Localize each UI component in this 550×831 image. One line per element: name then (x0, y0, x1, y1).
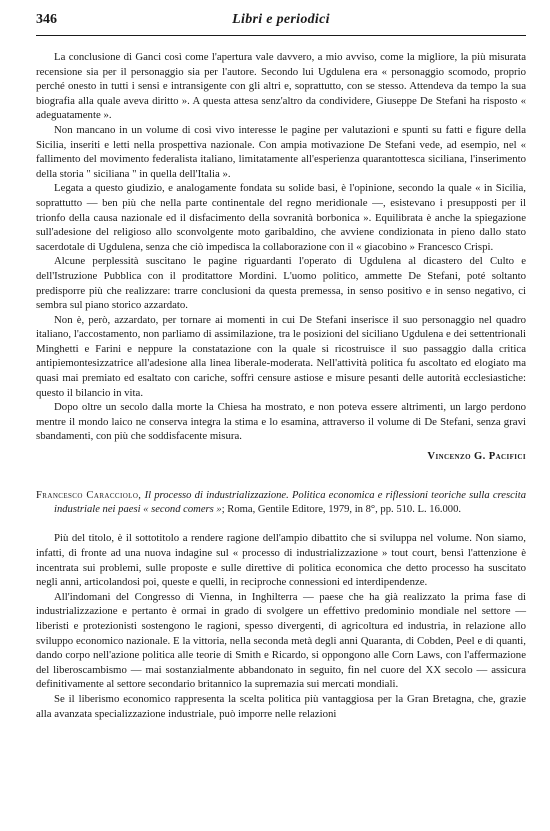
paragraph: Legata a questo giudizio, e analogamente fondata su solide basi, è l'opinione, secondo la quale « in Sicilia, soprattutto — ben più che nella parte continentale del regno meridionale —, esistevano i presupposti per il trionfo della causa nazionale ed il disfacimento della sovranità borbonica ». Equilibrata è anche la spiegazione sull'adesione del religioso allo sconvolgente moto garibaldino, che avviene condizionata in pieno dallo stato sacerdotale di Ugdulena, senza che ciò impedisca la collaborazione con il « giacobino » Francesco Crispi. (36, 182, 526, 253)
book-title: Il processo di industrializzazione. Politica economica e riflessioni teoriche sulla crescita industriale nei paesi « second comers » (54, 489, 526, 516)
running-head (36, 12, 526, 32)
review-1 (36, 50, 526, 465)
page-number: 346 (36, 12, 57, 27)
review-2 (36, 489, 526, 722)
paragraph: La conclusione di Ganci così come l'apertura vale davvero, a mio avviso, come la migliore, la più misurata recensione sia per il personaggio sia per l'autore. Secondo lui Ugdulena era « personaggio scomodo, proprio perché onesto in tutti i sensi e intransigente con gli altri e, soprattutto, con se stesso. Attendeva da tempo la sua biografia alla quale aveva diritto ». A questa attesa senz'altro da condividere, Giuseppe De Stefani ha risposto « adeguatamente ». (36, 51, 526, 122)
bibliographic-entry (36, 489, 526, 518)
paragraph: All'indomani del Congresso di Vienna, in Inghilterra — paese che ha già realizzato la prima fase di industrializzazione e pertanto è ormai in grado di svolgere un effettivo predominio mondiale nel settore — liberisti e protezionisti sostengono le ragioni, spesso divergenti, di agricoltura ed industria, in relazione allo sviluppo economico nazionale. E la vittoria, nella seconda metà degli anni Quaranta, di Cobden, Peel e di quanti, dando corpo nell'azione politica alle teorie di Smith e Ricardo, si oppongono alle Corn Laws, con l'affermazione del liberoscambismo — mai sostanzialmente abbandonato in seguito, fin nel cuore del XX secolo — assicura definitivamente al settore secondario britannico la supremazia sui mercati mondiali. (36, 590, 526, 691)
book-publication: ; Roma, Gentile Editore, 1979, in 8°, pp. 510. L. 16.000. (221, 504, 462, 516)
reviewer-signature: Vincenzo G. Pacifici (427, 451, 526, 463)
book-author: Francesco Caracciolo, (36, 489, 142, 501)
paragraph: Se il liberismo economico rappresenta la scelta politica più vantaggiosa per la Gran Bretagna, che, grazie alla avanzata specializzazione industriale, può imporre nelle relazioni (36, 692, 526, 720)
paragraph: Dopo oltre un secolo dalla morte la Chiesa ha mostrato, e non poteva essere altrimenti, un largo perdono mentre il mondo laico ne conserva integra la stima e lo esamina, attraverso il volume di De Stefani, senza gravi sbandamenti, con più che soddisfacente misura. (36, 401, 526, 443)
paragraph: Alcune perplessità suscitano le pagine riguardanti l'operato di Ugdulena al dicastero del Culto e dell'Istruzione Pubblica con il proditattore Mordini. L'uomo politico, ammette De Stefani, poté soltanto predisporre più che realizzare: trarre conclusioni da questa premessa, in senso positivo e in senso negativo, ci sembra sul piano storico azzardato. (36, 255, 526, 312)
journal-title: Libri e periodici (232, 12, 330, 27)
header-rule (36, 35, 526, 36)
paragraph: Più del titolo, è il sottotitolo a rendere ragione dell'ampio dibattito che si sviluppa nel volume. Non siamo, infatti, di fronte ad una nuova indagine sul « processo di industrializzazione » tout court, bensì l'attenzione è incentrata sui problemi, sulle proposte e sulle direttive di politica economica che detto processo ha suscitato negli anni, articolandosi poi, queste e quelli, in reciproche connessioni ed interdipendenze. (36, 532, 526, 589)
paragraph: Non è, però, azzardato, per tornare ai momenti in cui De Stefani inserisce il suo personaggio nel quadro italiano, l'accostamento, non parliamo di assimilazione, tra le posizioni del siciliano Ugdulena e dei settentrionali Minghetti e Farini e neppure la constatazione con la quale si ricostruisce il suo passaggio dalla critica antipiemontesizzatrice all'adesione alla linea liberale-moderata. Nell'attività politica fu ascoltato ed elogiato ma quasi mai premiato ed esaltato con cariche, soffrì censure astiose e misure pesanti delle autorità ecclesiastiche: questo il bilancio in vita. (36, 313, 526, 399)
paragraph: Non mancano in un volume di così vivo interesse le pagine per valutazioni e spunti su fatti e figure della Sicilia, inseriti e letti nella prospettiva nazionale. Con ampia motivazione De Stefani vede, ad esempio, nel « fallimento del movimento federalista italiano, limitatamente all'esperienza quarantottesca siciliana, l'inserimento della storia " siciliana " in quella dell'Italia ». (36, 123, 526, 180)
